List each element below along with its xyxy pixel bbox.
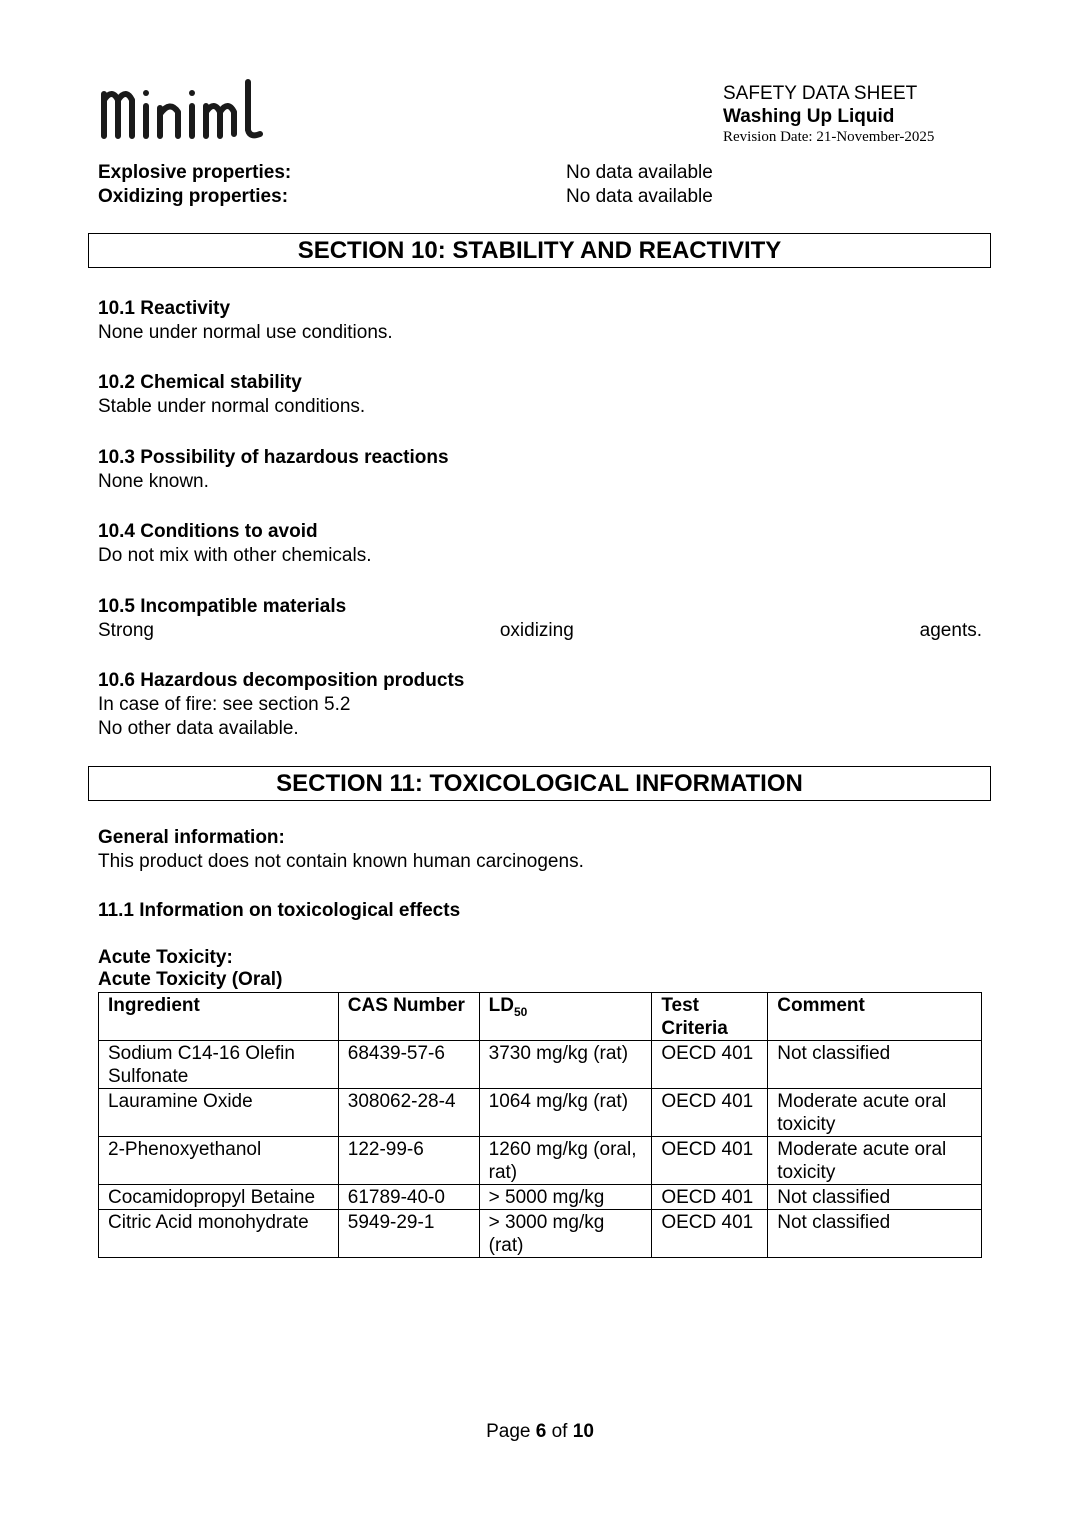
subsection-10-2 bbox=[98, 371, 365, 419]
cell-cas: 68439-57-6 bbox=[338, 1041, 479, 1089]
subsection-heading: 10.1 Reactivity bbox=[98, 298, 231, 319]
cell-ld50: 1064 mg/kg (rat) bbox=[479, 1089, 652, 1137]
of-word: of bbox=[551, 1421, 568, 1442]
subsection-heading: 10.5 Incompatible materials bbox=[98, 596, 347, 617]
cell-test: OECD 401 bbox=[652, 1089, 768, 1137]
subsection-10-5 bbox=[98, 595, 346, 619]
subsection-10-1 bbox=[98, 297, 393, 345]
subsection-text: This product does not contain known human carcinogens. bbox=[98, 851, 584, 872]
table-row bbox=[99, 1089, 982, 1137]
table-row bbox=[99, 1210, 982, 1258]
incompatible-materials-text bbox=[98, 619, 982, 643]
cell-ingredient: Sodium C14-16 Olefin Sulfonate bbox=[99, 1041, 339, 1089]
subsection-text: Do not mix with other chemicals. bbox=[98, 545, 372, 566]
cell-test: OECD 401 bbox=[652, 1185, 768, 1210]
acute-toxicity-oral-heading: Acute Toxicity (Oral) bbox=[98, 969, 283, 990]
ld-subscript: 50 bbox=[513, 1004, 528, 1019]
subsection-heading: 10.2 Chemical stability bbox=[98, 372, 302, 393]
subsection-10-6 bbox=[98, 669, 464, 741]
header-test-criteria: Test Criteria bbox=[652, 993, 768, 1041]
table-row bbox=[99, 1137, 982, 1185]
property-value: No data available bbox=[566, 162, 713, 183]
page-footer bbox=[0, 1421, 1080, 1443]
header-ingredient: Ingredient bbox=[99, 993, 339, 1041]
cell-test: OECD 401 bbox=[652, 1041, 768, 1089]
subsection-text: No other data available. bbox=[98, 718, 299, 739]
subsection-10-4 bbox=[98, 520, 372, 568]
cell-ld50: 1260 mg/kg (oral, rat) bbox=[479, 1137, 652, 1185]
subsection-heading: 10.3 Possibility of hazardous reactions bbox=[98, 447, 449, 468]
cell-test: OECD 401 bbox=[652, 1137, 768, 1185]
document-header bbox=[723, 82, 934, 146]
cell-ingredient: Lauramine Oxide bbox=[99, 1089, 339, 1137]
property-label: Explosive properties: bbox=[98, 162, 292, 183]
subsection-heading: 11.1 Information on toxicological effects bbox=[98, 900, 461, 921]
subsection-heading: 10.4 Conditions to avoid bbox=[98, 521, 318, 542]
cell-ld50: > 3000 mg/kg (rat) bbox=[479, 1210, 652, 1258]
page-total: 10 bbox=[572, 1421, 594, 1442]
acute-toxicity-heading: Acute Toxicity: bbox=[98, 947, 233, 968]
subsection-10-3 bbox=[98, 446, 449, 494]
property-value: No data available bbox=[566, 186, 713, 207]
subsection-text: None known. bbox=[98, 471, 209, 492]
cell-ingredient: 2-Phenoxyethanol bbox=[99, 1137, 339, 1185]
table-row bbox=[99, 1185, 982, 1210]
cell-ingredient: Cocamidopropyl Betaine bbox=[99, 1185, 339, 1210]
revision-date: Revision Date: 21-November-2025 bbox=[723, 129, 935, 145]
ld-label: LD bbox=[488, 995, 514, 1016]
cell-cas: 308062-28-4 bbox=[338, 1089, 479, 1137]
word: agents. bbox=[919, 620, 982, 641]
section-10-title: SECTION 10: STABILITY AND REACTIVITY bbox=[88, 233, 991, 268]
header-comment: Comment bbox=[768, 993, 982, 1041]
subsection-heading: General information: bbox=[98, 827, 285, 848]
general-information bbox=[98, 826, 584, 874]
subsection-text: In case of fire: see section 5.2 bbox=[98, 694, 351, 715]
table-header-row bbox=[99, 993, 982, 1041]
header-ld50 bbox=[479, 993, 652, 1041]
cell-cas: 122-99-6 bbox=[338, 1137, 479, 1185]
cell-comment: Not classified bbox=[768, 1041, 982, 1089]
cell-comment: Not classified bbox=[768, 1210, 982, 1258]
cell-cas: 61789-40-0 bbox=[338, 1185, 479, 1210]
word: oxidizing bbox=[499, 620, 574, 641]
cell-test: OECD 401 bbox=[652, 1210, 768, 1258]
property-label: Oxidizing properties: bbox=[98, 186, 289, 207]
cell-ingredient: Citric Acid monohydrate bbox=[99, 1210, 339, 1258]
subsection-text: Stable under normal conditions. bbox=[98, 396, 366, 417]
cell-ld50: 3730 mg/kg (rat) bbox=[479, 1041, 652, 1089]
page-number: 6 bbox=[535, 1421, 547, 1442]
subsection-text: None under normal use conditions. bbox=[98, 322, 393, 343]
product-name: Washing Up Liquid bbox=[723, 106, 895, 127]
acute-toxicity-headings bbox=[98, 947, 282, 991]
doc-type: SAFETY DATA SHEET bbox=[723, 83, 918, 104]
subsection-11-1 bbox=[98, 899, 460, 923]
subsection-heading: 10.6 Hazardous decomposition products bbox=[98, 670, 465, 691]
cell-ld50: > 5000 mg/kg bbox=[479, 1185, 652, 1210]
word: Strong bbox=[98, 620, 154, 641]
cell-cas: 5949-29-1 bbox=[338, 1210, 479, 1258]
miniml-logo bbox=[98, 76, 268, 148]
cell-comment: Not classified bbox=[768, 1185, 982, 1210]
section-11-title: SECTION 11: TOXICOLOGICAL INFORMATION bbox=[88, 766, 991, 801]
page-word: Page bbox=[486, 1421, 531, 1442]
cell-comment: Moderate acute oral toxicity bbox=[768, 1137, 982, 1185]
cell-comment: Moderate acute oral toxicity bbox=[768, 1089, 982, 1137]
table-row bbox=[99, 1041, 982, 1089]
acute-toxicity-table bbox=[98, 992, 982, 1258]
header-cas-number: CAS Number bbox=[338, 993, 479, 1041]
